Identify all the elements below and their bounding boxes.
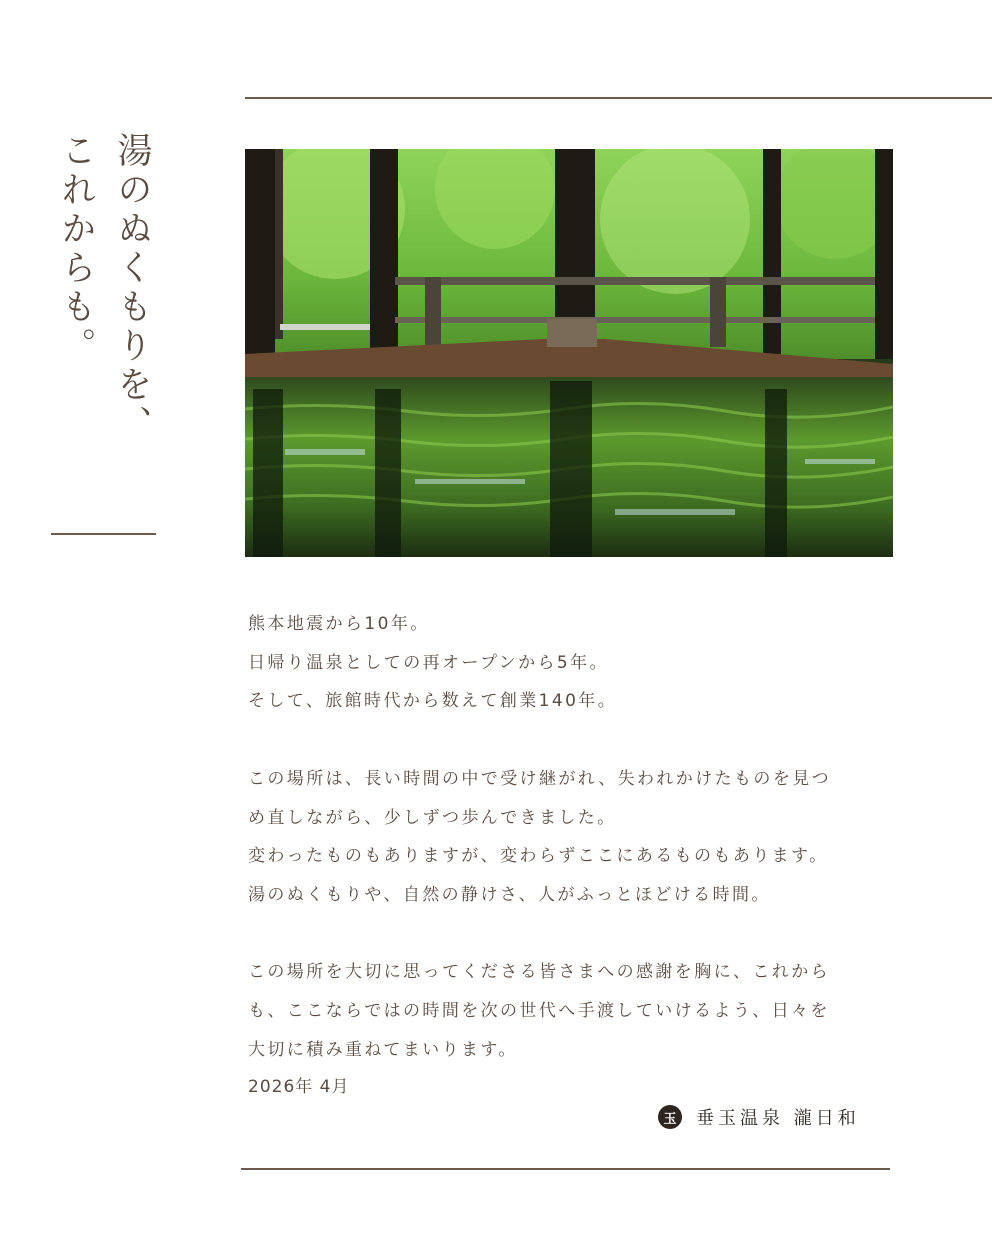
message-line: も、ここならではの時間を次の世代へ手渡していけるよう、日々を: [248, 1001, 830, 1021]
message-body: [248, 605, 898, 1069]
message-line: この場所は、長い時間の中で受け継がれ、失われかけたものを見つ: [248, 768, 832, 789]
title-line-1: 湯のぬくもりを、: [112, 132, 152, 444]
onsen-photo: [245, 149, 893, 557]
message-line: 変わったものもありますが、変わらずここにあるものもあります。: [248, 846, 829, 867]
top-divider: [245, 97, 992, 99]
bottom-divider: [241, 1168, 890, 1170]
message-line: 湯のぬくもりや、自然の静けさ、人がふっとほどける時間。: [248, 884, 771, 905]
page-title: [48, 132, 160, 472]
title-line-2: これからも。: [56, 132, 96, 366]
message-line: 熊本地震から10年。: [248, 614, 430, 634]
side-divider: [51, 533, 156, 535]
message-line: そして、旅館時代から数えて創業140年。: [248, 691, 618, 712]
message-line: め直しながら、少しずつ歩んできました。: [248, 807, 617, 828]
signature-name: 垂玉温泉 瀧日和: [696, 1108, 860, 1129]
onsen-photo-illustration: [245, 149, 893, 557]
logo-seal-icon: 玉: [658, 1105, 682, 1129]
signature: [658, 1104, 860, 1130]
message-line: 大切に積み重ねてまいります。: [248, 1039, 518, 1060]
message-line: 日帰り温泉としての再オープンから5年。: [248, 652, 609, 673]
message-line: この場所を大切に思ってくださる皆さまへの感謝を胸に、これから: [248, 962, 830, 983]
date-text: 2026年 4月: [248, 1077, 350, 1097]
